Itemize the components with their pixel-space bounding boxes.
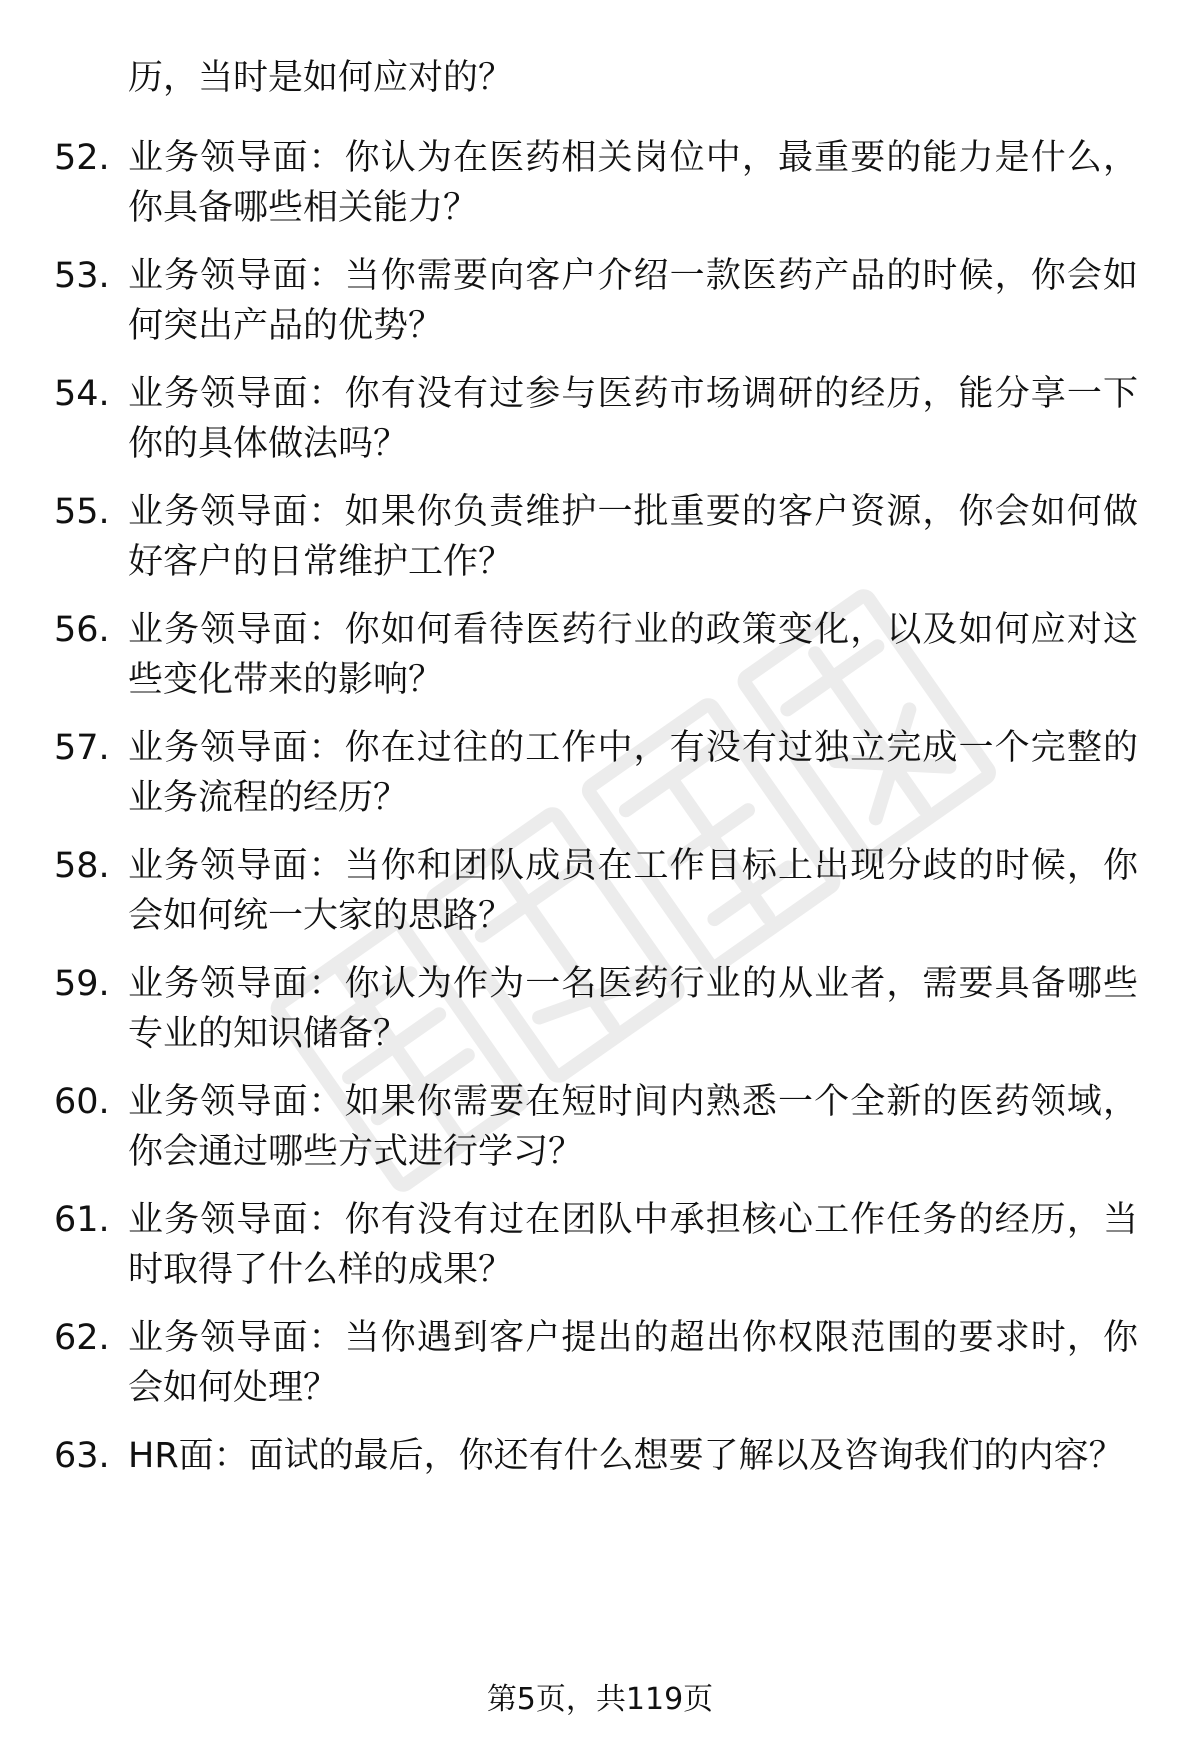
item-text: 业务领导面：当你需要向客户介绍一款医药产品的时候，你会如何突出产品的优势？ — [128, 256, 1138, 346]
item-number: 59. — [54, 964, 110, 1004]
item-number: 60. — [54, 1082, 110, 1122]
item-text: 业务领导面：如果你需要在短时间内熟悉一个全新的医药领域，你会通过哪些方式进行学习？ — [128, 1082, 1138, 1172]
item-text: 业务领导面：你有没有过在团队中承担核心工作任务的经历，当时取得了什么样的成果？ — [128, 1200, 1138, 1290]
item-text: 业务领导面：你认为在医药相关岗位中，最重要的能力是什么，你具备哪些相关能力？ — [128, 138, 1138, 228]
item-number: 52. — [54, 138, 110, 178]
page-footer: 第5页，共119页 — [486, 1682, 714, 1717]
item-number: 61. — [54, 1200, 110, 1240]
item-text: 业务领导面：当你遇到客户提出的超出你权限范围的要求时，你会如何处理？ — [128, 1318, 1138, 1408]
continuation-text: 历，当时是如何应对的？ — [128, 58, 514, 98]
item-text: 业务领导面：你认为作为一名医药行业的从业者，需要具备哪些专业的知识储备？ — [128, 964, 1138, 1054]
item-text: 业务领导面：如果你负责维护一批重要的客户资源，你会如何做好客户的日常维护工作？ — [128, 492, 1138, 582]
item-number: 62. — [54, 1318, 110, 1358]
item-number: 57. — [54, 728, 110, 768]
item-number: 63. — [54, 1436, 110, 1476]
item-number: 55. — [54, 492, 110, 532]
item-number: 54. — [54, 374, 110, 414]
item-text: 业务领导面：你在过往的工作中，有没有过独立完成一个完整的业务流程的经历？ — [128, 728, 1138, 818]
item-text: HR面：面试的最后，你还有什么想要了解以及咨询我们的内容？ — [128, 1436, 1124, 1476]
item-number: 56. — [54, 610, 110, 650]
item-text: 业务领导面：你有没有过参与医药市场调研的经历，能分享一下你的具体做法吗？ — [128, 374, 1138, 464]
item-number: 53. — [54, 256, 110, 296]
item-text: 业务领导面：你如何看待医药行业的政策变化，以及如何应对这些变化带来的影响？ — [128, 610, 1138, 700]
item-text: 业务领导面：当你和团队成员在工作目标上出现分歧的时候，你会如何统一大家的思路？ — [128, 846, 1138, 936]
item-number: 58. — [54, 846, 110, 886]
